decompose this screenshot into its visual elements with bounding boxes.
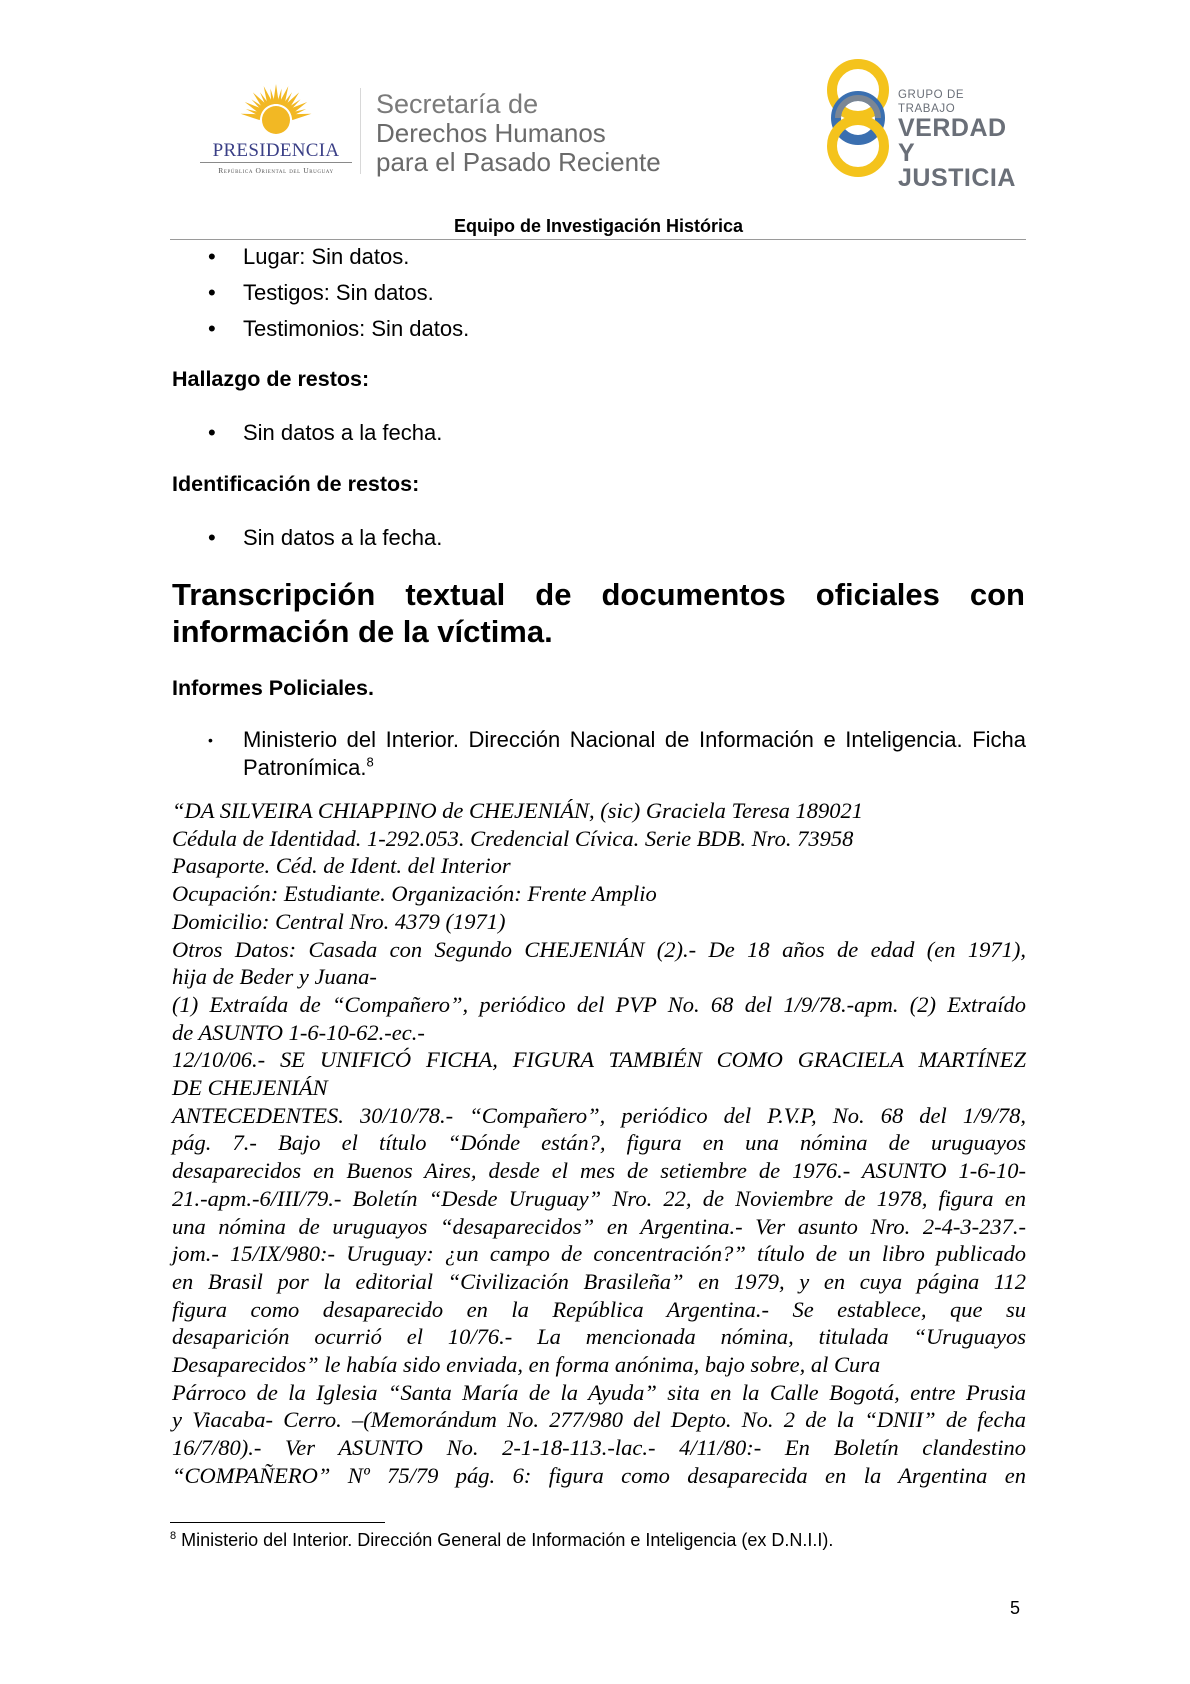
transcript-line: DE CHEJENIÁN <box>172 1075 328 1101</box>
informes-heading: Informes Policiales. <box>172 676 374 700</box>
rings-icon <box>822 52 894 182</box>
transcript-block <box>172 797 1026 1490</box>
transcript-line: hija de Beder y Juana- <box>172 964 377 990</box>
page-number: 5 <box>1010 1598 1021 1618</box>
hallazgo-heading: Hallazgo de restos: <box>172 367 370 391</box>
transcript-line: (1) Extraída de “Compañero”, periódico del PVP No. 68 del 1/9/78.-apm. (2) Extraído <box>172 991 1026 1017</box>
transcript-line: Cédula de Identidad. 1-292.053. Credencial Cívica. Serie BDB. Nro. 73958 <box>172 825 854 851</box>
hallazgo-list <box>208 415 442 451</box>
transcript-line: “COMPAÑERO” Nº 75/79 pág. 6: figura como desaparecida en la Argentina en <box>172 1462 1026 1488</box>
footnote-rule <box>170 1522 385 1523</box>
footnote <box>170 1530 833 1551</box>
secretaria-title <box>376 90 661 177</box>
info-bullets <box>208 239 469 347</box>
list-item: • Sin datos a la fecha. <box>208 520 442 556</box>
grupo-trabajo-text <box>898 88 1022 191</box>
footnote-number: 8 <box>170 1530 177 1542</box>
footnote-ref: 8 <box>366 754 374 770</box>
informes-item-text <box>243 726 1026 782</box>
secretaria-line1: Secretaría de <box>376 89 539 119</box>
transcript-line: Pasaporte. Céd. de Ident. del Interior <box>172 853 511 879</box>
team-header: Equipo de Investigación Histórica <box>453 216 744 236</box>
informes-item <box>208 726 1026 782</box>
transcript-line: Ocupación: Estudiante. Organización: Frente Amplio <box>172 881 657 907</box>
transcript-line: desaparecidos en Buenos Aires, desde el mes de setiembre de 1976.- ASUNTO 1-6-10- <box>172 1158 1026 1184</box>
transcript-line: 16/7/80).- Ver ASUNTO No. 2-1-18-113.-lac.- 4/11/80:- En Boletín clandestino <box>172 1435 1026 1461</box>
identificacion-list <box>208 520 442 556</box>
list-item: • Testigos: Sin datos. <box>208 275 469 311</box>
grupo-line2: VERDAD Y <box>898 114 1007 167</box>
transcript-line: Desaparecidos” le había sido enviada, en forma anónima, bajo sobre, al Cura <box>172 1352 881 1378</box>
transcript-line: Otros Datos: Casada con Segundo CHEJENIÁN (2).- De 18 años de edad (en 1971), <box>172 936 1026 962</box>
transcript-line: de ASUNTO 1-6-10-62.-ec.- <box>172 1019 425 1045</box>
transcript-line: 12/10/06.- SE UNIFICÓ FICHA, FIGURA TAMBIÉN COMO GRACIELA MARTÍNEZ <box>172 1047 1026 1073</box>
presidencia-logo <box>196 82 356 182</box>
grupo-line3: JUSTICIA <box>898 164 1016 192</box>
transcript-line: ANTECEDENTES. 30/10/78.- “Compañero”, periódico del P.V.P, No. 68 del 1/9/78, <box>172 1102 1026 1128</box>
list-item: • Sin datos a la fecha. <box>208 415 442 451</box>
transcript-line: y Viacaba- Cerro. –(Memorándum No. 277/980 del Depto. No. 2 de la “DNII” de fecha <box>172 1407 1026 1433</box>
transcript-line: pág. 7.- Bajo el título “Dónde están?, figura en una nómina de uruguayos <box>172 1130 1026 1156</box>
transcript-line: 21.-apm.-6/III/79.- Boletín “Desde Uruguay” Nro. 22, de Noviembre de 1978, figura en <box>172 1185 1026 1211</box>
grupo-trabajo-logo <box>822 52 1022 192</box>
identificacion-heading: Identificación de restos: <box>172 472 420 496</box>
transcript-line: una nómina de uruguayos “desaparecidos” en Argentina.- Ver asunto Nro. 2-4-3-237.- <box>172 1213 1026 1239</box>
header-divider <box>360 88 361 174</box>
section-title-line1: Transcripción textual de documentos oficiales con <box>172 577 1025 612</box>
transcript-line: figura como desaparecido en la República Argentina.- Se establece, que su <box>172 1296 1026 1322</box>
bullet-icon: • <box>208 732 213 748</box>
list-item: • Testimonios: Sin datos. <box>208 311 469 347</box>
list-item: • Lugar: Sin datos. <box>208 239 469 275</box>
transcript-line: desaparición ocurrió el 10/76.- La mencionada nómina, titulada “Uruguayos <box>172 1324 1026 1350</box>
transcript-line: Domicilio: Central Nro. 4379 (1971) <box>172 908 506 934</box>
presidencia-name: PRESIDENCIA <box>212 140 340 161</box>
transcript-line: en Brasil por la editorial “Civilización Brasileña” en 1979, y en cuya página 112 <box>172 1268 1026 1294</box>
informes-item-label: Ministerio del Interior. Dirección Nacional de Información e Inteligencia. Ficha Patronímica. <box>243 727 1026 780</box>
section-title-line2: información de la víctima. <box>172 614 553 649</box>
sun-icon <box>234 82 318 140</box>
transcript-line: Párroco de la Iglesia “Santa María de la Ayuda” sita en la Calle Bogotá, entre Prusia <box>172 1379 1026 1405</box>
presidencia-rule <box>200 162 352 163</box>
transcript-line: “DA SILVEIRA CHIAPPINO de CHEJENIÁN, (sic) Graciela Teresa 189021 <box>172 798 863 823</box>
secretaria-line3: para el Pasado Reciente <box>376 147 661 177</box>
presidencia-subtitle: República Oriental del Uruguay <box>218 166 334 175</box>
footnote-text: Ministerio del Interior. Dirección General de Información e Inteligencia (ex D.N.I.I). <box>181 1530 834 1550</box>
section-title <box>172 576 1025 650</box>
transcript-line: jom.- 15/IX/980:- Uruguay: ¿un campo de concentración?” título de un libro publicado <box>172 1241 1026 1267</box>
grupo-line1: GRUPO DE TRABAJO <box>898 89 965 115</box>
secretaria-line2: Derechos Humanos <box>376 118 606 148</box>
